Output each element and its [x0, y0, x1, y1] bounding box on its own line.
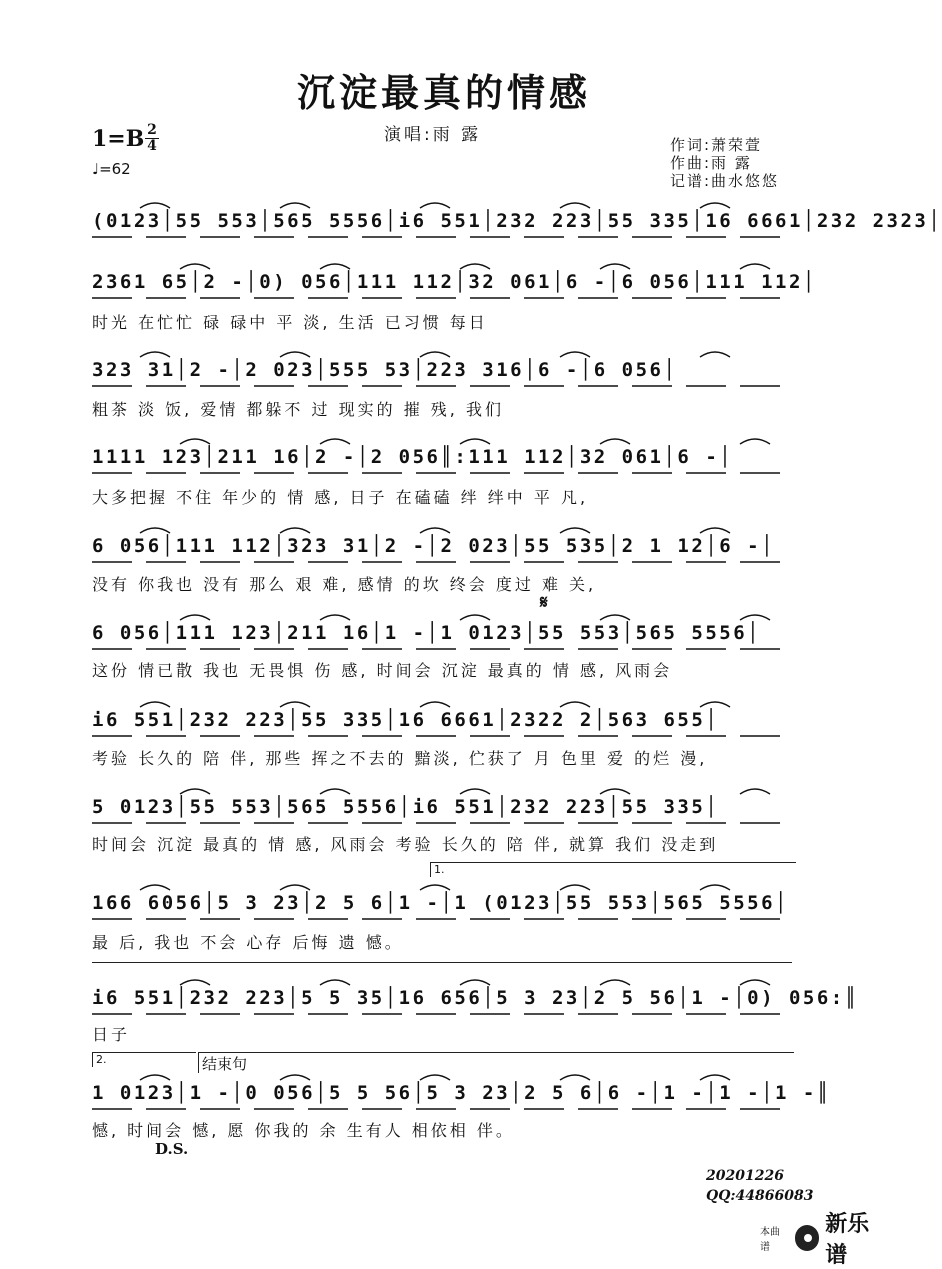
notes-row-2: 2361 65│2 -│0) 056│111 112│32 061│6 -│6 056│111 112│	[92, 271, 817, 293]
key-signature: 1=B	[92, 126, 145, 152]
slur-mark	[420, 528, 450, 533]
slur-mark	[740, 789, 770, 794]
brand-small-text: 本曲谱	[760, 1227, 780, 1253]
date-stamp: 20201226	[706, 1168, 784, 1184]
slur-mark	[180, 439, 210, 444]
qq-contact: QQ:44866083	[706, 1188, 814, 1204]
slur-mark	[280, 1075, 310, 1080]
slur-mark	[740, 615, 770, 620]
slur-mark	[140, 702, 170, 707]
brand-logo	[760, 1207, 888, 1269]
ds-marking: D.S.	[155, 1140, 189, 1158]
notes-row-8: 5 0123│55 553│565 5556│i6 551│232 223│55 335│	[92, 796, 720, 818]
slur-mark	[460, 980, 490, 985]
slur-mark	[560, 1075, 590, 1080]
notes-row-6: 6 056│111 123│211 16│1 -│1 0123│55 553│565 5556│	[92, 622, 762, 644]
slur-mark	[140, 203, 170, 208]
slur-mark	[140, 1075, 170, 1080]
notes-row-10: i6 551│232 223│5 5 35│16 656│5 3 23│2 5 56│1 -│0) 056:║	[92, 987, 859, 1009]
lyric-row-11: 憾, 时间会 憾, 愿 你我的 余 生有人 相依相 伴。	[92, 1121, 515, 1140]
segno-sign: 𝄋	[540, 592, 548, 613]
lyric-row-8: 时间会 沉淀 最真的 情 感, 风雨会 考验 长久的 陪 伴, 就算 我们 没走到	[92, 835, 719, 854]
slur-mark	[140, 528, 170, 533]
lyric-row-7: 考验 长久的 陪 伴, 那些 挥之不去的 黯淡, 伫获了 月 色里 爱 的烂 漫,	[92, 749, 708, 768]
notes-row-1: (0123│55 553│565 5556│i6 551│232 223│55 335│16 6661│232 2323│	[92, 210, 942, 232]
slur-mark	[320, 264, 350, 269]
meter-top: 2	[147, 122, 157, 138]
slur-mark	[320, 439, 350, 444]
notes-row-3: 323 31│2 -│2 023│555 53│223 316│6 -│6 056│	[92, 359, 678, 381]
slur-mark	[700, 1075, 730, 1080]
brand-name: 新乐谱	[825, 1212, 870, 1268]
slur-mark	[140, 885, 170, 890]
slur-mark	[320, 980, 350, 985]
disc-icon	[795, 1225, 820, 1251]
slur-mark	[280, 203, 310, 208]
slur-mark	[420, 702, 450, 707]
slur-mark	[460, 264, 490, 269]
slur-mark	[700, 702, 730, 707]
volta-1-label: 1.	[434, 863, 445, 876]
notes-row-11: 1 0123│1 -│0 056│5 5 56│5 3 23│2 5 6│6 -│1 -│1 -│1 -║	[92, 1082, 831, 1104]
slur-mark	[180, 264, 210, 269]
tempo-marking: ♩=62	[92, 160, 131, 178]
slur-mark	[280, 702, 310, 707]
slur-mark	[460, 789, 490, 794]
slur-mark	[460, 439, 490, 444]
slur-mark	[600, 980, 630, 985]
coda-label: 结束句	[202, 1055, 248, 1073]
meter-bottom: 4	[147, 138, 157, 154]
slur-mark	[600, 439, 630, 444]
slur-mark	[740, 439, 770, 444]
notes-row-5: 6 056│111 112│323 31│2 -│2 023│55 535│2 1 12│6 -│	[92, 535, 776, 557]
lyric-row-3: 粗茶 淡 饭, 爱情 都躲不 过 现实的 摧 残, 我们	[92, 400, 504, 419]
slur-mark	[700, 352, 730, 357]
notes-row-7: i6 551│232 223│55 335│16 6661│2322 2│563 655│	[92, 709, 720, 731]
slur-mark	[700, 885, 730, 890]
slur-mark	[420, 203, 450, 208]
slur-mark	[700, 203, 730, 208]
slur-mark	[180, 789, 210, 794]
slur-mark	[600, 789, 630, 794]
lyric-row-5: 没有 你我也 没有 那么 艰 难, 感情 的坎 终会 度过 难 关,	[92, 575, 597, 594]
lyric-row-4: 大多把握 不住 年少的 情 感, 日子 在磕磕 绊 绊中 平 凡,	[92, 488, 589, 507]
composer-credit: 作曲:雨 露	[670, 154, 752, 172]
notes-row-9: 166 6056│5 3 23│2 5 6│1 -│1 (0123│55 553│565 5556│	[92, 892, 789, 914]
slur-mark	[460, 615, 490, 620]
slur-mark	[600, 264, 630, 269]
slur-mark	[320, 615, 350, 620]
lyric-row-10: 日子	[92, 1025, 131, 1044]
notes-row-4: 1111 123│211 16│2 -│2 056║:111 112│32 061│6 -│	[92, 446, 734, 468]
slur-mark	[180, 980, 210, 985]
singer-credit: 演唱:雨 露	[384, 125, 482, 145]
slur-mark	[180, 615, 210, 620]
lyric-row-6: 这份 情已散 我也 无畏惧 伤 感, 时间会 沉淀 最真的 情 感, 风雨会	[92, 661, 673, 680]
slur-mark	[740, 980, 770, 985]
slur-mark	[560, 885, 590, 890]
slur-mark	[280, 352, 310, 357]
slur-mark	[420, 352, 450, 357]
slur-mark	[560, 528, 590, 533]
slur-mark	[740, 264, 770, 269]
lyricist-credit: 作词:萧荣萱	[670, 136, 763, 154]
volta-2-label: 2.	[96, 1053, 107, 1066]
slur-mark	[700, 528, 730, 533]
slur-mark	[600, 615, 630, 620]
slur-mark	[280, 528, 310, 533]
slur-mark	[140, 352, 170, 357]
slur-mark	[420, 885, 450, 890]
slur-mark	[560, 203, 590, 208]
slur-mark	[320, 789, 350, 794]
lyric-row-2: 时光 在忙忙 碌 碌中 平 淡, 生活 已习惯 每日	[92, 313, 488, 332]
song-title: 沉淀最真的情感	[296, 71, 591, 115]
transcriber-credit: 记谱:曲水悠悠	[670, 172, 780, 190]
slur-mark	[560, 352, 590, 357]
slur-mark	[280, 885, 310, 890]
slur-mark	[560, 702, 590, 707]
lyric-row-9: 最 后, 我也 不会 心存 后悔 遗 憾。	[92, 933, 404, 952]
slur-mark	[420, 1075, 450, 1080]
